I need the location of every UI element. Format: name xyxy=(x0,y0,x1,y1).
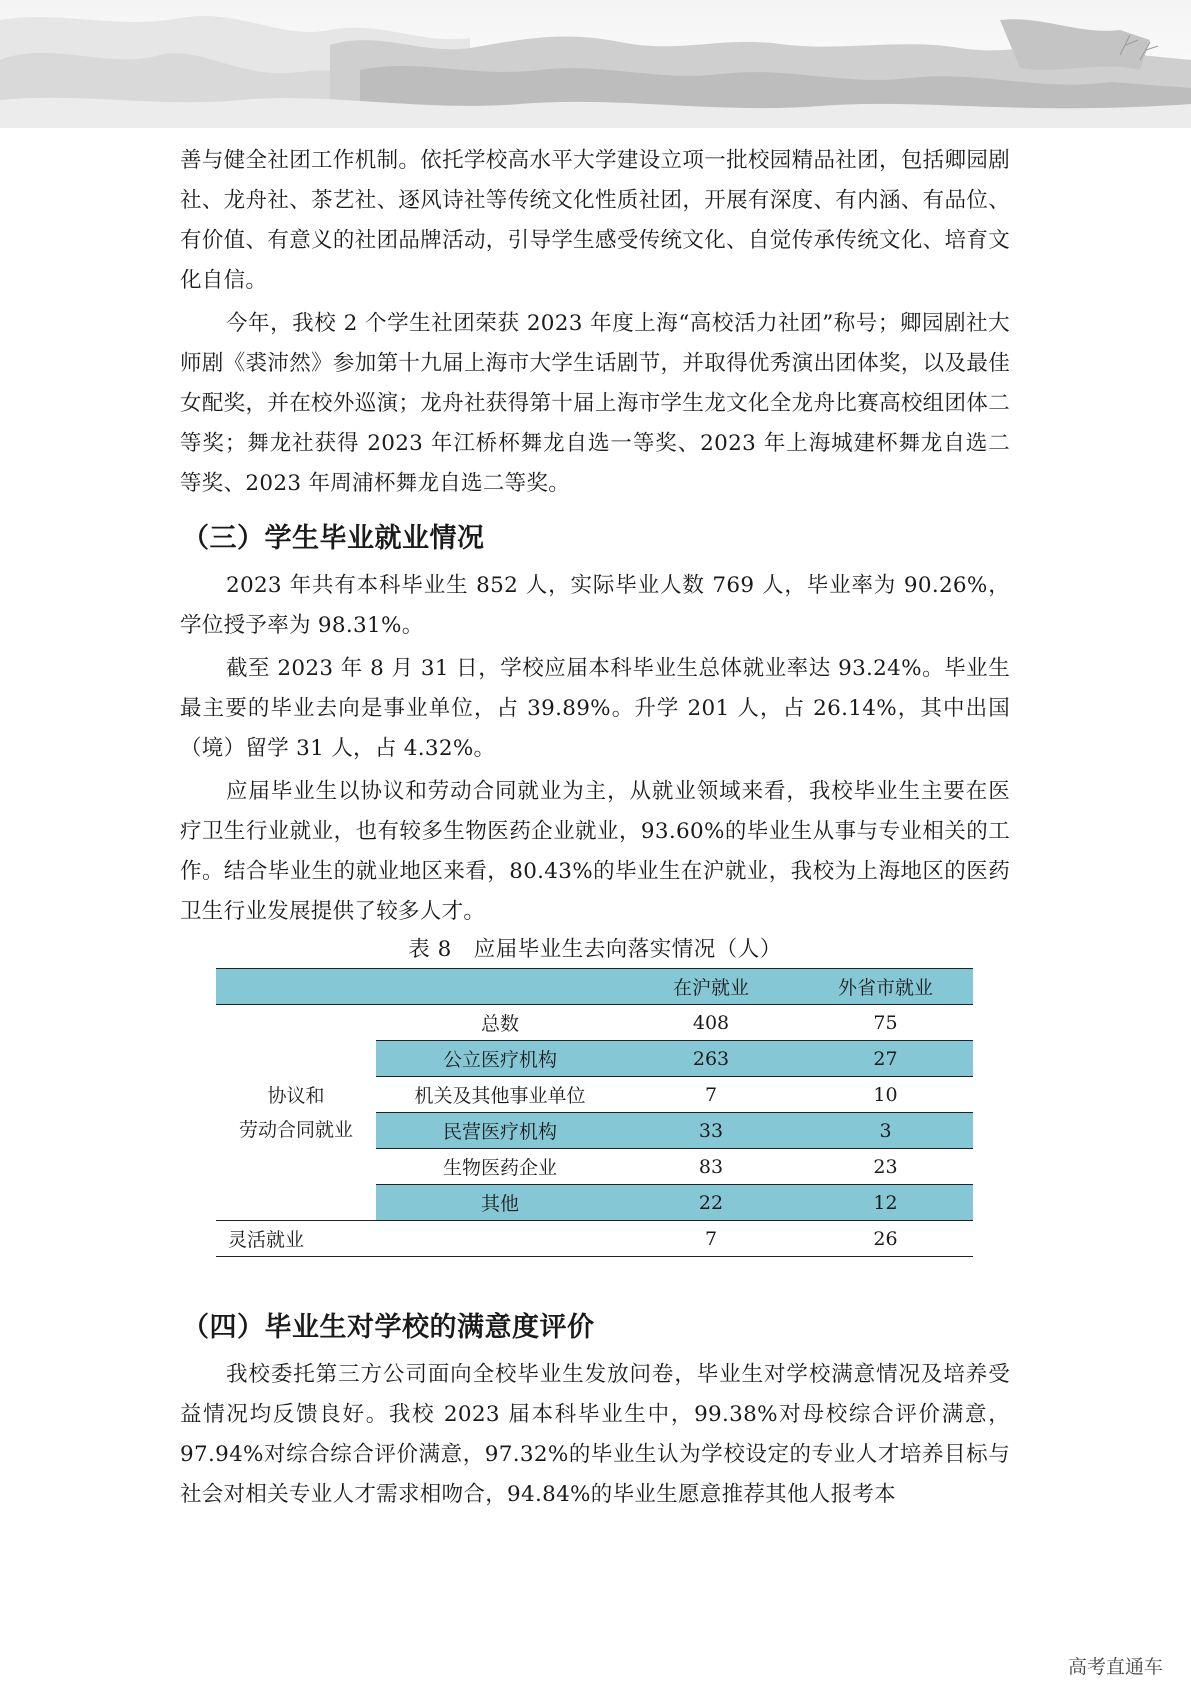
cell-local: 83 xyxy=(624,1149,798,1185)
paragraph: 截至 2023 年 8 月 31 日，学校应届本科毕业生总体就业率达 93.24%。毕业生最主要的毕业去向是事业单位，占 39.89%。升学 201 人，占 26.14%，其中出国（境）留学 31 人，占 4.32%。 xyxy=(180,656,1010,761)
cell-other: 23 xyxy=(798,1149,973,1185)
column-header: 外省市就业 xyxy=(798,969,973,1005)
cell-other: 12 xyxy=(798,1185,973,1221)
paragraph: 今年，我校 2 个学生社团荣获 2023 年度上海“高校活力社团”称号；卿园剧社大师剧《裘沛然》参加第十九届上海市大学生话剧节，并取得优秀演出团体奖，以及最佳女配奖，并在校外巡演；龙舟社获得第十届上海市学生龙文化全龙舟比赛高校组团体二等奖；舞龙社获得 2023 年江桥杯舞龙自选一等奖、2023 年上海城建杯舞龙自选二等奖、2023 年周浦杯舞龙自选二等奖。 xyxy=(180,311,1010,496)
watermark: 高考直通车 xyxy=(1067,1656,1163,1678)
row-label: 公立医疗机构 xyxy=(376,1041,624,1077)
page-content xyxy=(180,141,1010,1518)
landscape-banner xyxy=(0,0,1191,128)
cell-other: 27 xyxy=(798,1041,973,1077)
employment-table xyxy=(216,968,973,1257)
cell-other: 3 xyxy=(798,1113,973,1149)
section-heading-satisfaction: （四）毕业生对学校的满意度评价 xyxy=(182,1312,595,1343)
cell-local: 263 xyxy=(624,1041,798,1077)
cell-local: 22 xyxy=(624,1185,798,1221)
cell-local: 33 xyxy=(624,1113,798,1149)
table-header-row xyxy=(216,969,973,1005)
cell-other: 10 xyxy=(798,1077,973,1113)
group-label-line: 劳动合同就业 xyxy=(238,1118,353,1141)
column-header: 在沪就业 xyxy=(624,969,798,1005)
row-label: 总数 xyxy=(376,1005,624,1041)
cell-other: 75 xyxy=(798,1005,973,1041)
row-label: 灵活就业 xyxy=(216,1221,624,1257)
paragraph: 2023 年共有本科毕业生 852 人，实际毕业人数 769 人，毕业率为 90.26%，学位授予率为 98.31%。 xyxy=(180,573,1010,638)
section-heading-employment: （三）学生毕业就业情况 xyxy=(182,523,485,554)
table-caption: 表 8 应届毕业生去向落实情况（人） xyxy=(408,937,782,962)
row-label: 其他 xyxy=(376,1185,624,1221)
cell-local: 7 xyxy=(624,1221,798,1257)
table-row xyxy=(216,1005,973,1041)
paragraph: 我校委托第三方公司面向全校毕业生发放问卷，毕业生对学校满意情况及培养受益情况均反馈良好。我校 2023 届本科毕业生中，99.38%对母校综合评价满意，97.94%对综合综合评价满意，97.32%的毕业生认为学校设定的专业人才培养目标与社会对相关专业人才需求相吻合，94.84%的毕业生愿意推荐其他人报考本 xyxy=(180,1362,1010,1507)
table-header-blank xyxy=(216,969,624,1005)
group-label-agreement xyxy=(216,1005,376,1221)
row-label: 机关及其他事业单位 xyxy=(376,1077,624,1113)
cell-other: 26 xyxy=(798,1221,973,1257)
row-label: 生物医药企业 xyxy=(376,1149,624,1185)
paragraph: 应届毕业生以协议和劳动合同就业为主，从就业领域来看，我校毕业生主要在医疗卫生行业就业，也有较多生物医药企业就业，93.60%的毕业生从事与专业相关的工作。结合毕业生的就业地区来看，80.43%的毕业生在沪就业，我校为上海地区的医药卫生行业发展提供了较多人才。 xyxy=(180,779,1010,924)
group-label-line: 协议和 xyxy=(267,1084,325,1107)
cell-local: 7 xyxy=(624,1077,798,1113)
cell-local: 408 xyxy=(624,1005,798,1041)
table-row xyxy=(216,1221,973,1257)
paragraph: 善与健全社团工作机制。依托学校高水平大学建设立项一批校园精品社团，包括卿园剧社、龙舟社、茶艺社、逐风诗社等传统文化性质社团，开展有深度、有内涵、有品位、有价值、有意义的社团品牌活动，引导学生感受传统文化、自觉传承传统文化、培育文化自信。 xyxy=(180,148,1010,293)
row-label: 民营医疗机构 xyxy=(376,1113,624,1149)
